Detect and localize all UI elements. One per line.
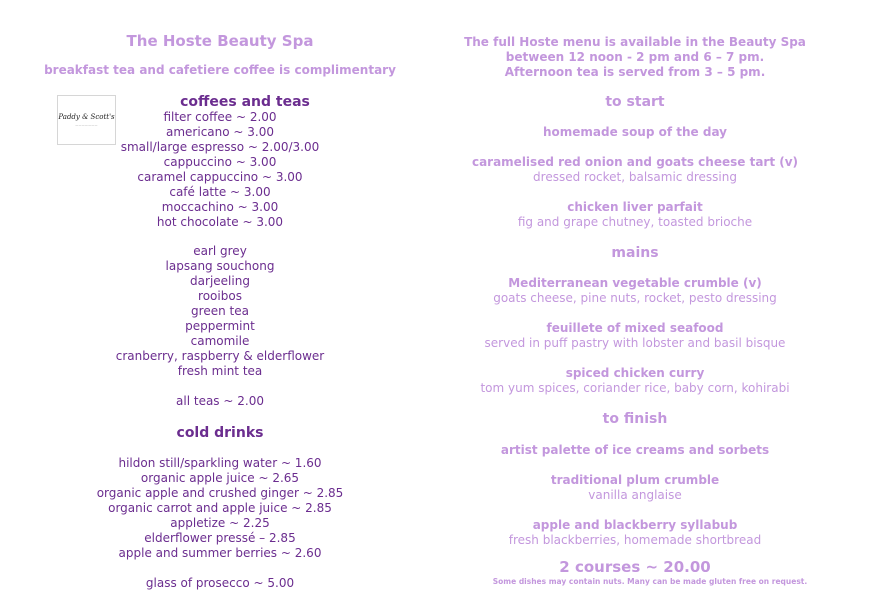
coffee-item: cappuccino ~ 3.00: [163, 155, 277, 169]
coffee-item: small/large espresso ~ 2.00/3.00: [120, 140, 320, 154]
coffees-heading: coffees and teas: [180, 94, 310, 110]
cold-drink-item: organic apple and crushed ginger ~ 2.85: [96, 486, 344, 500]
tea-item: earl grey: [193, 244, 247, 258]
coffee-item: filter coffee ~ 2.00: [163, 110, 277, 124]
tea-item: darjeeling: [190, 274, 250, 288]
dish-name: feuillete of mixed seafood: [546, 321, 724, 335]
dish-description: fig and grape chutney, toasted brioche: [517, 215, 753, 229]
mains-heading: mains: [611, 245, 659, 261]
dish-description: dressed rocket, balsamic dressing: [533, 170, 737, 184]
tea-item: camomile: [190, 334, 250, 348]
tea-item: lapsang souchong: [165, 259, 275, 273]
price-two-courses: 2 courses ~ 20.00: [559, 558, 711, 576]
dish-name: spiced chicken curry: [565, 366, 705, 380]
tea-item: cranberry, raspberry & elderflower: [115, 349, 325, 363]
coffee-item: americano ~ 3.00: [166, 125, 274, 139]
dish-description: served in puff pastry with lobster and basil bisque: [484, 336, 786, 350]
complimentary-note: breakfast tea and cafetiere coffee is complimentary: [44, 63, 396, 77]
to-start-heading: to start: [605, 94, 665, 110]
dish-description: goats cheese, pine nuts, rocket, pesto dressing: [493, 291, 777, 305]
dish-name: Mediterranean vegetable crumble (v): [508, 276, 762, 290]
dish-description: vanilla anglaise: [588, 488, 682, 502]
dish-description: tom yum spices, coriander rice, baby corn, kohirabi: [480, 381, 790, 395]
intro-line: Afternoon tea is served from 3 – 5 pm.: [504, 65, 766, 79]
cold-drink-item: organic apple juice ~ 2.65: [140, 471, 300, 485]
tea-item: green tea: [191, 304, 249, 318]
tea-item: peppermint: [185, 319, 255, 333]
cold-drink-item: apple and summer berries ~ 2.60: [118, 546, 322, 560]
dish-name: caramelised red onion and goats cheese tart (v): [471, 155, 799, 169]
tea-item: fresh mint tea: [177, 364, 263, 378]
cold-drink-item: hildon still/sparkling water ~ 1.60: [118, 456, 322, 470]
dish-description: fresh blackberries, homemade shortbread: [508, 533, 762, 547]
tea-item: rooibos: [198, 289, 242, 303]
coffee-item: hot chocolate ~ 3.00: [156, 215, 284, 229]
logo-wordmark: Paddy & Scott's: [58, 113, 115, 121]
coffee-item: moccachino ~ 3.00: [161, 200, 279, 214]
dish-name: traditional plum crumble: [550, 473, 720, 487]
dish-name: apple and blackberry syllabub: [532, 518, 738, 532]
cold-drinks-heading: cold drinks: [176, 425, 264, 441]
prosecco-item: glass of prosecco ~ 5.00: [145, 576, 295, 590]
dish-name: artist palette of ice creams and sorbets: [500, 443, 770, 457]
coffee-item: caramel cappuccino ~ 3.00: [137, 170, 303, 184]
intro-line: The full Hoste menu is available in the Beauty Spa: [464, 35, 806, 49]
to-finish-heading: to finish: [602, 411, 668, 427]
cold-drink-item: appletize ~ 2.25: [170, 516, 270, 530]
spa-title: The Hoste Beauty Spa: [126, 32, 314, 50]
paddy-scotts-logo: [57, 95, 116, 145]
dish-name: homemade soup of the day: [542, 125, 727, 139]
intro-line: between 12 noon - 2 pm and 6 – 7 pm.: [505, 50, 765, 64]
allergen-note: Some dishes may contain nuts. Many can be made gluten free on request.: [492, 577, 808, 586]
logo-tagline-mark: ———————: [75, 123, 98, 127]
dish-name: chicken liver parfait: [567, 200, 703, 214]
cold-drink-item: elderflower pressé – 2.85: [144, 531, 296, 545]
coffee-item: café latte ~ 3.00: [169, 185, 271, 199]
teas-price: all teas ~ 2.00: [176, 394, 264, 408]
cold-drink-item: organic carrot and apple juice ~ 2.85: [108, 501, 332, 515]
